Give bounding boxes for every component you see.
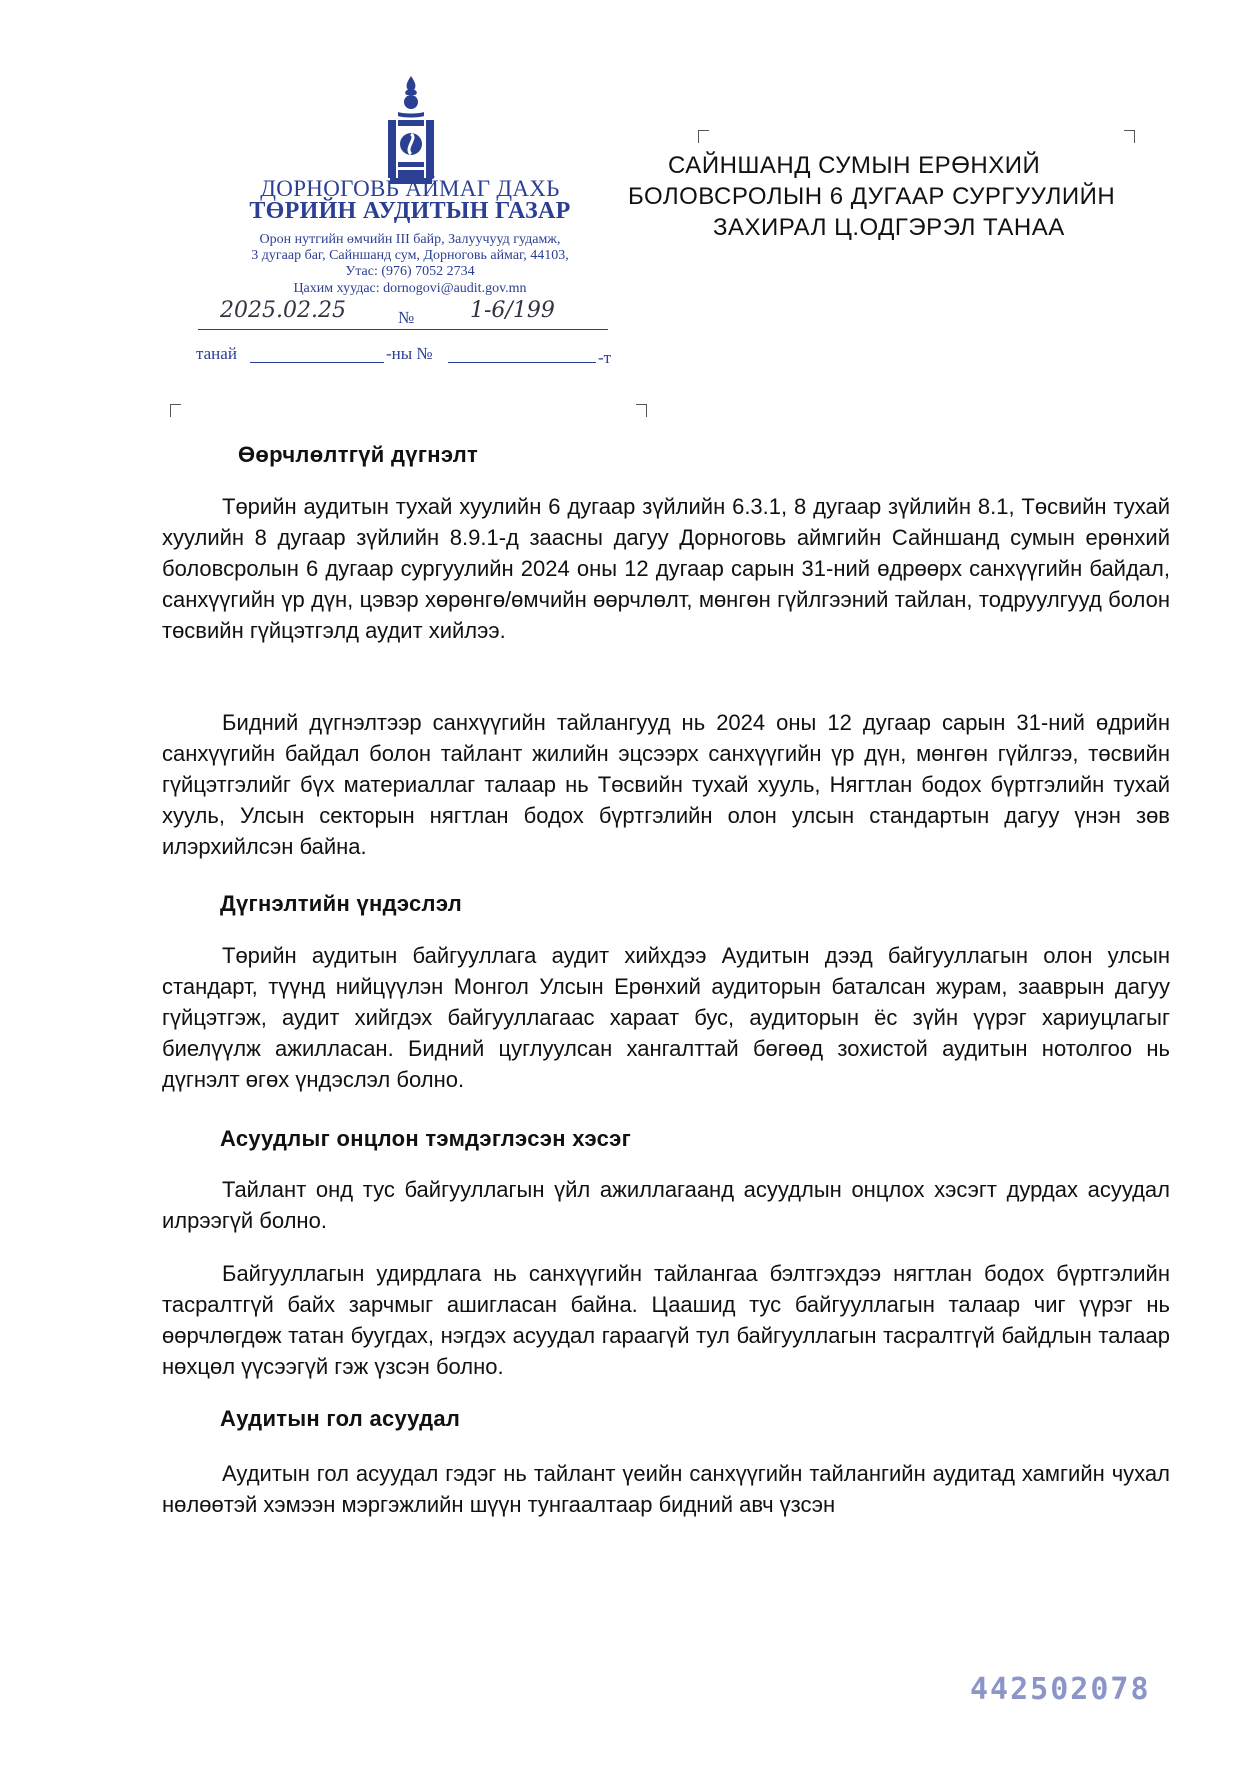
corner-mark <box>698 130 709 143</box>
ny-no-label: -ны № <box>386 344 433 363</box>
org-name-line2: ТӨРИЙН АУДИТЫН ГАЗАР <box>249 198 571 224</box>
org-phone: Утас: (976) 7052 2734 <box>345 264 475 279</box>
tanai-rule <box>250 362 384 363</box>
corner-mark <box>636 404 647 417</box>
org-address-line1: Орон нутгийн өмчийн III байр, Залуучууд гудамж, <box>259 232 561 247</box>
paragraph-opinion-1: Төрийн аудитын тухай хуулийн 6 дугаар зүйлийн 6.3.1, 8 дугаар зүйлийн 8.1, Төсвийн тухай хуулийн 8 дугаар зүйлийн 8.9.1-д заасны дагуу Дорноговь аймгийн Сайншанд сумын ерөнхий боловсролын 6 дугаар сургуулийн 2024 оны 12 дугаар сарын 31-ний өдрөөрх санхүүгийн байдал, санхүүгийн үр дүн, цэвэр хөрөнгө/өмчийн өөрчлөлт, мөнгөн гүйлгээний тайлан, тодруулгууд болон төсвийн гүйцэтгэлд аудит хийлээ. <box>162 494 1170 643</box>
handwritten-date: 2025.02.25 <box>220 298 346 323</box>
section-title-key-matters: Аудитын гол асуудал <box>220 1406 461 1431</box>
corner-mark <box>1124 130 1135 143</box>
section-title-emphasis: Асуудлыг онцлон тэмдэглэсэн хэсэг <box>220 1126 632 1151</box>
paragraph-key-matters: Аудитын гол асуудал гэдэг нь тайлант үеийн санхүүгийн тайлангийн аудитад хамгийн чухал нөлөөтэй хэмээн мэргэжлийн шүүн тунгаалтаар бидний авч үзсэн <box>162 1461 1170 1517</box>
paragraph-opinion-2: Бидний дүгнэлтээр санхүүгийн тайлангууд нь 2024 оны 12 дугаар сарын 31-ний өдрийн санхүүгийн байдал болон тайлант жилийн эцсээрх санхүүгийн үр дүн, мөнгөн гүйлгээ, төсвийн гүйцэтгэлийг бүх материаллаг талаар нь Төсвийн тухай хууль, Нягтлан бодох бүртгэлийн тухай хууль, Улсын секторын нягтлан бодох бүртгэлийн олон улсын стандартын дагуу үнэн зөв илэрхийлсэн байна. <box>162 710 1170 859</box>
date-number-rule <box>198 329 608 330</box>
ny-no-rule <box>448 362 596 363</box>
addressee-line3: ЗАХИРАЛ Ц.ОДГЭРЭЛ ТАНАА <box>713 214 1065 241</box>
org-address-line2: 3 дугаар баг, Сайншанд сум, Дорноговь аймаг, 44103, <box>251 248 569 263</box>
section-title-basis: Дүгнэлтийн үндэслэл <box>220 891 462 916</box>
registration-stamp-number: 442502078 <box>970 1672 1151 1707</box>
corner-mark <box>170 404 181 417</box>
t-suffix-label: -т <box>598 348 612 367</box>
section-title-opinion: Өөрчлөлтгүй дүгнэлт <box>238 442 479 467</box>
number-label: № <box>398 308 415 327</box>
addressee-line1: САЙНШАНД СУМЫН ЕРӨНХИЙ <box>668 152 1041 179</box>
tanai-label: танай <box>196 344 237 363</box>
paragraph-emphasis-1: Тайлант онд тус байгууллагын үйл ажиллагаанд асуудлын онцлох хэсэгт дурдах асуудал илрээгүй болно. <box>162 1177 1170 1233</box>
paragraph-basis: Төрийн аудитын байгууллага аудит хийхдээ Аудитын дээд байгууллагын олон улсын стандарт, түүнд нийцүүлэн Монгол Улсын Ерөнхий аудиторын баталсан журам, зааврын дагуу гүйцэтгэж, аудит хийгдэх байгууллагаас хараат бус, аудиторын ёс зүйн үүрэг хариуцлагыг биелүүлж ажилласан. Бидний цуглуулсан хангалттай бөгөөд зохистой аудитын нотолгоо нь дүгнэлт өгөх үндэслэл болно. <box>162 943 1170 1092</box>
addressee-block <box>628 150 1168 243</box>
org-name-line1: ДОРНОГОВЬ АЙМАГ ДАХЬ <box>260 176 560 201</box>
handwritten-number: 1-6/199 <box>470 298 555 323</box>
org-website: Цахим хуудас: dornogovi@audit.gov.mn <box>293 281 527 296</box>
addressee-line2: БОЛОВСРОЛЫН 6 ДУГААР СУРГУУЛИЙН <box>628 183 1116 210</box>
paragraph-emphasis-2: Байгууллагын удирдлага нь санхүүгийн тайлангаа бэлтгэхдээ нягтлан бодох бүртгэлийн тасралтгүй байх зарчмыг ашигласан байна. Цаашид тус байгууллагын талаар чиг үүрэг нь өөрчлөгдөж татан буугдах, нэгдэх асуудал гараагүй тул байгууллагын тасралтгүй байдлын талаар нөхцөл үүсээгүй гэж үзсэн болно. <box>162 1261 1170 1379</box>
state-emblem-icon <box>378 74 444 186</box>
